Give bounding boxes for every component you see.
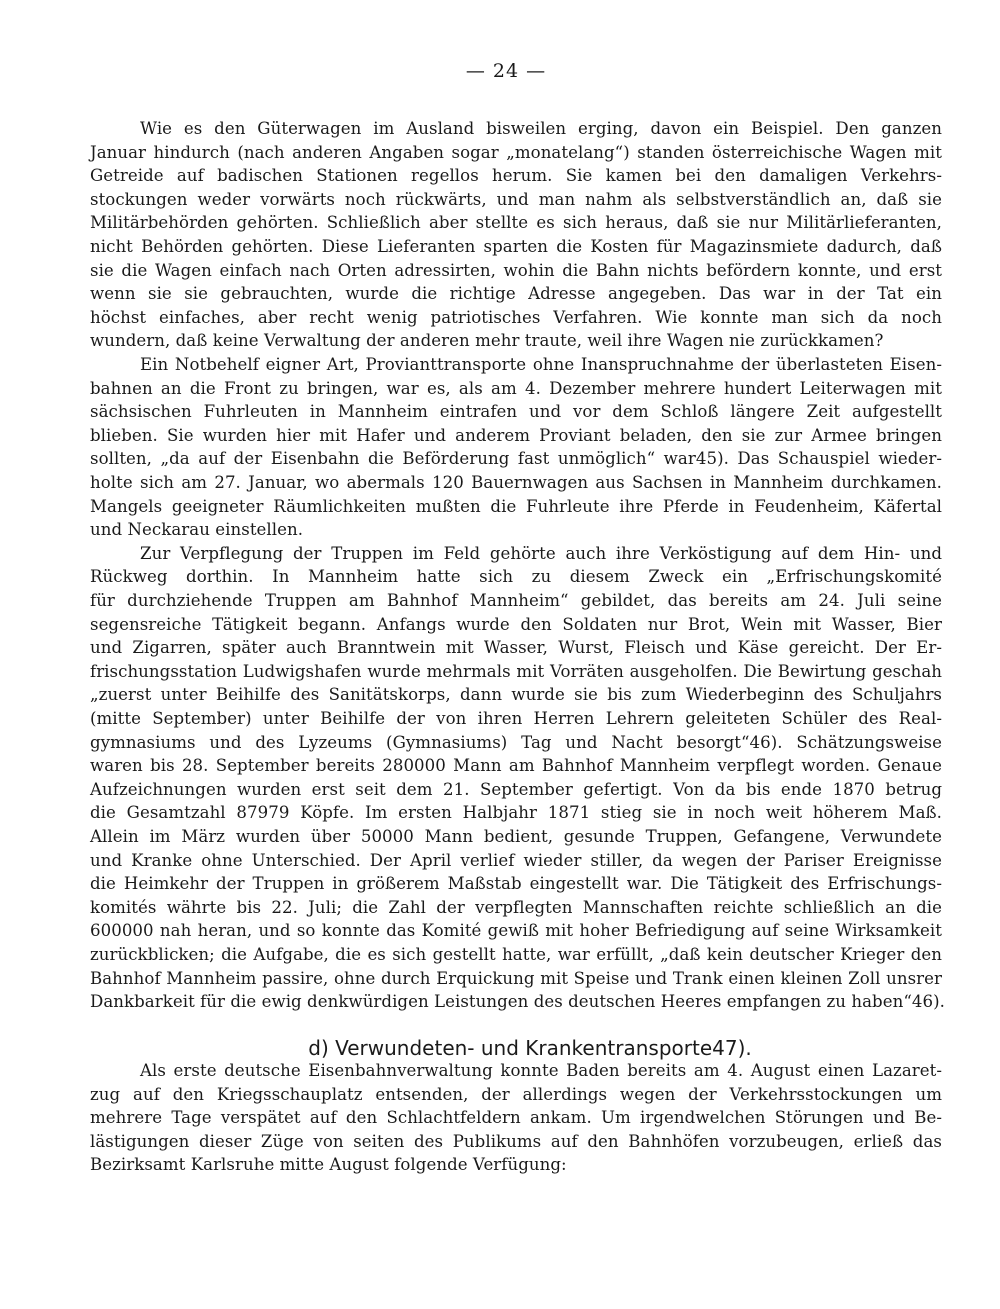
text-line: für durchziehende Truppen am Bahnhof Mannheim“ gebildet, das bereits am 24. Juli seine [90, 591, 942, 610]
text-line: Als erste deutsche Eisenbahnverwaltung konnte Baden bereits am 4. August einen Lazaret- [140, 1061, 942, 1080]
text-line: gymnasiums und des Lyzeums (Gymnasiums) Tag und Nacht besorgt“46). Schätzungsweise [90, 732, 942, 752]
text-line: Zur Verpflegung der Truppen im Feld gehörte auch ihre Verköstigung auf dem Hin- und [140, 543, 942, 563]
text-line: waren bis 28. September bereits 280000 Mann am Bahnhof Mannheim verpflegt worden. Genaue [90, 756, 942, 776]
text-line: die Heimkehr der Truppen in größerem Maßstab eingestellt war. Die Tätigkeit des Erfrischungs- [90, 874, 942, 894]
text-line: segensreiche Tätigkeit begann. Anfangs wurde den Soldaten nur Brot, Wein mit Wasser, Bier [90, 614, 942, 634]
text-line: Mangels geeigneter Räumlichkeiten mußten die Fuhrleute ihre Pferde in Feudenheim, Käfertal [90, 496, 942, 516]
text-line: Rückweg dorthin. In Mannheim hatte sich zu diesem Zweck ein „Erfrischungskomité [90, 567, 942, 587]
text-line: Aufzeichnungen wurden erst seit dem 21. September gefertigt. Von da bis ende 1870 betrug [90, 779, 942, 799]
text-line: wundern, daß keine Verwaltung der anderen mehr traute, weil ihre Wagen nie zurückkamen? [90, 331, 884, 351]
text-line: sollten, „da auf der Eisenbahn die Beförderung fast unmöglich“ war45). Das Schauspiel wieder- [90, 449, 942, 469]
text-line: Januar hindurch (nach anderen Angaben sogar „monatelang“) standen österreichische Wagen mit [90, 142, 942, 162]
text-line: 600000 nah heran, und so konnte das Komité gewiß mit hoher Befriedigung auf seine Wirksamkeit [90, 921, 942, 941]
text-line: sie die Wagen einfach nach Orten adressirten, wohin die Bahn nichts befördern konnte, und erst [90, 260, 942, 280]
section-heading: d) Verwundeten- und Krankentransporte47). [308, 1036, 752, 1060]
text-line: Wie es den Güterwagen im Ausland bisweilen erging, davon ein Beispiel. Den ganzen [140, 119, 942, 138]
text-line: stockungen weder vorwärts noch rückwärts, und man nahm als selbstverständlich an, daß sie [90, 189, 942, 209]
text-line: lästigungen dieser Züge von seiten des Publikums auf den Bahnhöfen vorzubeugen, erließ das [90, 1131, 942, 1151]
text-line: sächsischen Fuhrleuten in Mannheim eintrafen und vor dem Schloß längere Zeit aufgestellt [90, 402, 942, 422]
text-line: zug auf den Kriegsschauplatz entsenden, der allerdings wegen der Verkehrsstockungen um [90, 1084, 942, 1104]
text-line: Bahnhof Mannheim passire, ohne durch Erquickung mit Speise und Trank einen kleinen Zoll unsrer [90, 968, 942, 988]
text-line: komités währte bis 22. Juli; die Zahl der verpflegten Mannschaften reichte schließlich an die [90, 897, 942, 917]
text-line: „zuerst unter Beihilfe des Sanitätskorps, dann wurde sie bis zum Wiederbeginn des Schuljahrs [90, 685, 942, 705]
page-number: — 24 — [465, 60, 547, 82]
text-line: (mitte September) unter Beihilfe der von ihren Herren Lehrern geleiteten Schüler des Real- [90, 709, 942, 728]
text-line: Ein Notbehelf eigner Art, Provianttransporte ohne Inanspruchnahme der überlasteten Eisen- [140, 355, 942, 374]
text-line: die Gesamtzahl 87979 Köpfe. Im ersten Halbjahr 1871 stieg sie in noch weit höherem Maß. [90, 803, 942, 823]
text-line: nicht Behörden gehörten. Diese Lieferanten sparten die Kosten für Magazinsmiete dadurch, daß [90, 237, 942, 256]
text-line: blieben. Sie wurden hier mit Hafer und anderem Proviant beladen, den sie zur Armee bringen [90, 425, 942, 445]
text-line: höchst einfaches, aber recht wenig patriotisches Verfahren. Wie konnte man sich da noch [90, 307, 942, 327]
text-line: und Zigarren, später auch Branntwein mit Wasser, Wurst, Fleisch und Käse gereicht. Der Er- [90, 638, 942, 658]
text-line: frischungsstation Ludwigshafen wurde mehrmals mit Vorräten ausgeholfen. Die Bewirtung geschah [90, 661, 942, 681]
text-line: wenn sie sie gebrauchten, wurde die richtige Adresse angegeben. Das war in der Tat ein [90, 284, 942, 304]
text-line: Dankbarkeit für die ewig denkwürdigen Leistungen des deutschen Heeres empfangen zu haben“46). [90, 992, 945, 1012]
text-line: und Neckarau einstellen. [90, 520, 304, 540]
text-line: Allein im März wurden über 50000 Mann bedient, gesunde Truppen, Gefangene, Verwundete [90, 827, 942, 846]
text-line: Getreide auf badischen Stationen regellos herum. Sie kamen bei den damaligen Verkehrs- [90, 166, 942, 186]
text-line: mehrere Tage verspätet auf den Schlachtfeldern ankam. Um irgendwelchen Störungen und Be- [90, 1108, 942, 1128]
text-line: bahnen an die Front zu bringen, war es, als am 4. Dezember mehrere hundert Leiterwagen mit [90, 378, 942, 398]
text-line: holte sich am 27. Januar, wo abermals 120 Bauernwagen aus Sachsen in Mannheim durchkamen. [90, 473, 942, 492]
text-line: und Kranke ohne Unterschied. Der April verlief wieder stiller, da wegen der Pariser Ereignisse [90, 850, 942, 870]
text-line: Militärbehörden gehörten. Schließlich aber stellte es sich heraus, daß sie nur Militärlieferanten, [90, 213, 942, 233]
text-line: Bezirksamt Karlsruhe mitte August folgende Verfügung: [90, 1155, 567, 1175]
text-line: zurückblicken; die Aufgabe, die es sich gestellt hatte, war erfüllt, „daß kein deutscher Krieger den [90, 945, 942, 964]
